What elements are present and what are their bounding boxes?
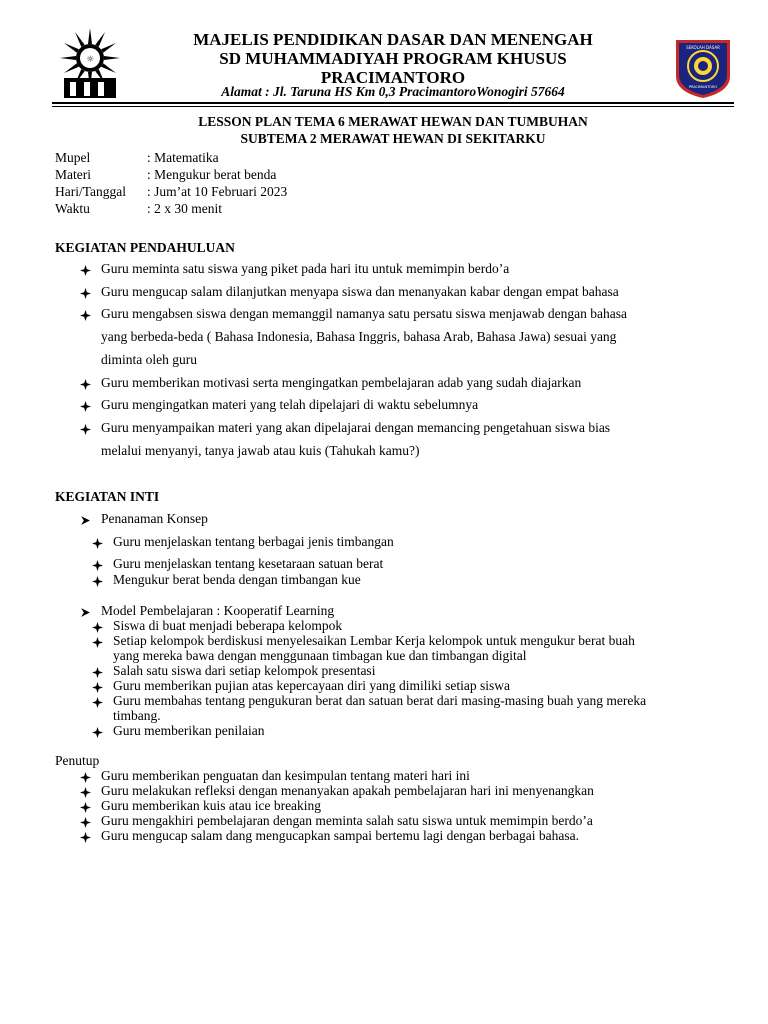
svg-text:PRACIMANTORO: PRACIMANTORO [688, 85, 718, 89]
diamond-bullet-icon [80, 787, 91, 798]
diamond-bullet-icon [92, 538, 103, 549]
diamond-bullet-icon [80, 817, 91, 828]
diamond-bullet-icon [80, 310, 91, 321]
diamond-bullet-icon [92, 560, 103, 571]
list-item: Mengukur berat benda dengan timbangan kue [113, 572, 361, 587]
diamond-bullet-icon [80, 265, 91, 276]
svg-text:☼: ☼ [85, 55, 95, 65]
info-value: : Jum’at 10 Februari 2023 [147, 184, 288, 199]
header-divider [52, 102, 734, 104]
list-item: Guru menjelaskan tentang berbagai jenis timbangan [113, 534, 394, 549]
diamond-bullet-icon [80, 401, 91, 412]
list-item-continuation: timbang. [113, 708, 161, 723]
arrow-bullet-icon [80, 515, 91, 526]
list-item: Guru membahas tentang pengukuran berat dan satuan berat dari masing-masing buah yang mereka [113, 693, 647, 708]
list-item: Siswa di buat menjadi beberapa kelompok [113, 618, 343, 633]
list-item: Guru mengabsen siswa dengan memanggil namanya satu persatu siswa menjawab dengan bahasa [101, 306, 627, 321]
school-shield-logo-icon [672, 36, 734, 100]
diamond-bullet-icon [80, 424, 91, 435]
section-heading-pendahuluan: KEGIATAN PENDAHULUAN [55, 240, 235, 255]
school-council-title: MAJELIS PENDIDIKAN DASAR DAN MENENGAH [193, 30, 593, 49]
info-value: : 2 x 30 menit [147, 201, 222, 216]
diamond-bullet-icon [92, 667, 103, 678]
lesson-plan-title: LESSON PLAN TEMA 6 MERAWAT HEWAN DAN TUMBUHAN [198, 114, 588, 129]
list-item: Setiap kelompok berdiskusi menyelesaikan Lembar Kerja kelompok untuk mengukur berat buah [113, 633, 635, 648]
info-label: Waktu [55, 201, 90, 216]
diamond-bullet-icon [92, 622, 103, 633]
list-item: Guru memberikan penguatan dan kesimpulan tentang materi hari ini [101, 768, 470, 783]
list-item: Guru meminta satu siswa yang piket pada hari itu untuk memimpin berdo’a [101, 261, 510, 276]
list-item: Guru melakukan refleksi dengan menanyakan apakah pembelajaran hari ini menyenangkan [101, 783, 594, 798]
school-address: Alamat : Jl. Taruna HS Km 0,3 PracimantoroWonogiri 57664 [221, 84, 565, 99]
school-location: PRACIMANTORO [320, 68, 466, 87]
header-divider-thin [52, 106, 734, 107]
diamond-bullet-icon [80, 802, 91, 813]
list-item: Guru mengucap salam dilanjutkan menyapa siswa dan menanyakan kabar dengan empat bahasa [101, 284, 619, 299]
subsection-title: Penanaman Konsep [101, 511, 208, 526]
info-label: Mupel [55, 150, 91, 165]
list-item: Guru mengakhiri pembelajaran dengan meminta salah satu siswa untuk memimpin berdo’a [101, 813, 593, 828]
diamond-bullet-icon [80, 772, 91, 783]
list-item-continuation: melalui menyanyi, tanya jawab atau kuis (Tahukah kamu?) [101, 443, 420, 458]
list-item: Guru memberikan kuis atau ice breaking [101, 798, 322, 813]
list-item: Guru memberikan motivasi serta mengingatkan pembelajaran adab yang sudah diajarkan [101, 375, 582, 390]
info-value: : Matematika [147, 150, 219, 165]
list-item: Guru memberikan penilaian [113, 723, 265, 738]
list-item-continuation: diminta oleh guru [101, 352, 197, 367]
section-heading-inti: KEGIATAN INTI [55, 489, 160, 504]
list-item: Guru menyampaikan materi yang akan dipelajarai dengan memancing pengetahuan siswa bias [101, 420, 611, 435]
lesson-plan-subtitle: SUBTEMA 2 MERAWAT HEWAN DI SEKITARKU [240, 131, 546, 146]
list-item: Guru mengucap salam dang mengucapkan sampai bertemu lagi dengan berbagai bahasa. [101, 828, 579, 843]
info-value: : Mengukur berat benda [147, 167, 277, 182]
diamond-bullet-icon [92, 637, 103, 648]
diamond-bullet-icon [92, 697, 103, 708]
list-item: Guru memberikan pujian atas kepercayaan diri yang dimiliki setiap siswa [113, 678, 511, 693]
diamond-bullet-icon [92, 576, 103, 587]
list-item: Salah satu siswa dari setiap kelompok presentasi [113, 663, 376, 678]
list-item-continuation: yang berbeda-beda ( Bahasa Indonesia, Bahasa Inggris, bahasa Arab, Bahasa Jawa) sesuai yang [101, 329, 617, 344]
school-name: SD MUHAMMADIYAH PROGRAM KHUSUS [219, 49, 567, 68]
diamond-bullet-icon [92, 727, 103, 738]
diamond-bullet-icon [92, 682, 103, 693]
muhammadiyah-logo-icon [58, 28, 122, 100]
list-item-continuation: yang mereka bawa dengan menggunaan timbagan kue dan timbangan digital [113, 648, 527, 663]
arrow-bullet-icon [80, 607, 91, 618]
list-item: Guru mengingatkan materi yang telah dipelajari di waktu sebelumnya [101, 397, 479, 412]
subsection-title: Model Pembelajaran : Kooperatif Learning [101, 603, 335, 618]
diamond-bullet-icon [80, 379, 91, 390]
section-heading-penutup: Penutup [55, 753, 100, 768]
list-item: Guru menjelaskan tentang kesetaraan satuan berat [113, 556, 384, 571]
diamond-bullet-icon [80, 832, 91, 843]
info-label: Hari/Tanggal [55, 184, 127, 199]
info-label: Materi [55, 167, 91, 182]
svg-text:SEKOLAH DASAR: SEKOLAH DASAR [686, 45, 720, 50]
diamond-bullet-icon [80, 288, 91, 299]
